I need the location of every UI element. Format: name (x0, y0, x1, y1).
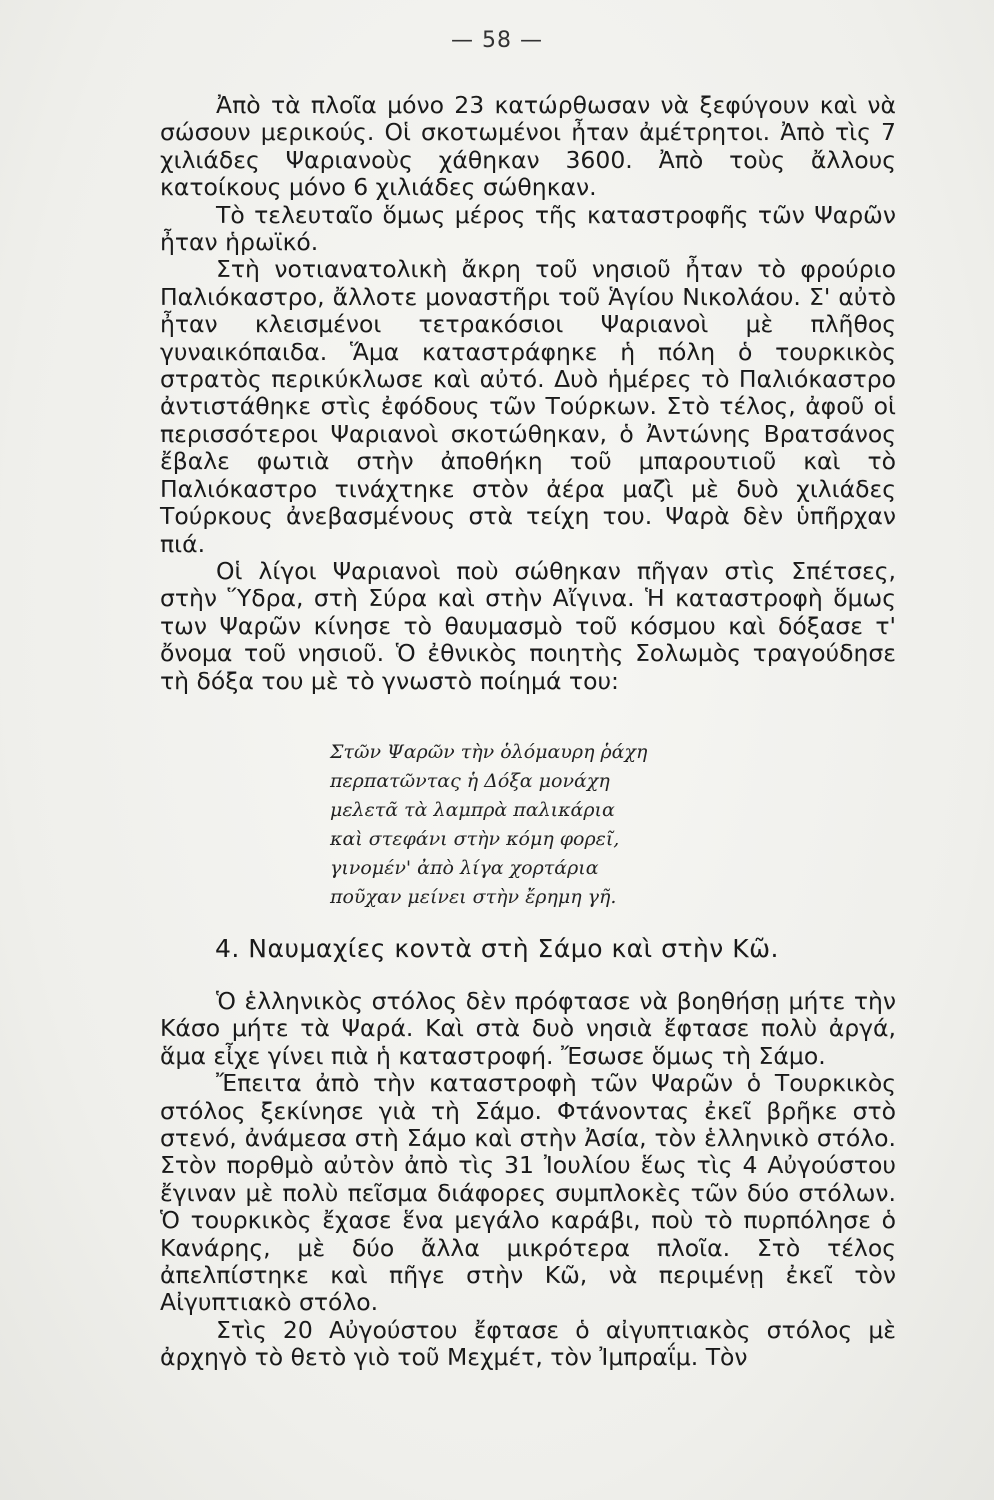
poem-line: γινομέν' ἀπὸ λίγα χορτάρια (330, 857, 599, 879)
paragraph: Ὁ ἑλληνικὸς στόλος δὲν πρόφτασε νὰ βοηθήσῃ μήτε τὴν Κάσο μήτε τὰ Ψαρά. Καὶ στὰ δυὸ νησιὰ ἔφτασε πολὺ ἀργά, ἅμα εἶχε γίνει πιὰ ἡ καταστροφή. Ἔσωσε ὅμως τὴ Σάμο. (160, 987, 896, 1070)
poem-line: ποῦχαν μείνει στὴν ἔρημη γῆ. (330, 886, 617, 908)
paragraph: Ἀπὸ τὰ πλοῖα μόνο 23 κατώρθωσαν νὰ ξεφύγουν καὶ νὰ σώσουν μερικούς. Οἱ σκοτωμένοι ἦταν ἀμέτρητοι. Ἀπὸ τὶς 7 χιλιάδες Ψαριανοὺς χάθηκαν 3600. Ἀπὸ τοὺς ἄλλους κατοίκους μόνο 6 χιλιάδες σώθηκαν. (160, 91, 896, 202)
poem-quote (330, 738, 647, 912)
poem-line: Στῶν Ψαρῶν τὴν ὁλόμαυρη ῥάχη (330, 741, 648, 763)
page-number: — 58 — (451, 28, 543, 53)
paragraph: Τὸ τελευταῖο ὅμως μέρος τῆς καταστροφῆς τῶν Ψαρῶν ἦταν ἡρωϊκό. (160, 200, 896, 257)
poem-line: μελετᾶ τὰ λαμπρὰ παλικάρια (330, 799, 615, 821)
body-text-upper (160, 92, 896, 695)
poem-line: περπατῶντας ἡ Δόξα μονάχη (330, 770, 610, 792)
paragraph: Στὶς 20 Αὐγούστου ἔφτασε ὁ αἰγυπτιακὸς στόλος μὲ ἀρχηγὸ τὸ θετὸ γιὸ τοῦ Μεχμέτ, τὸν Ἰμπραΐμ. Τὸν (160, 1315, 896, 1372)
poem-line: καὶ στεφάνι στὴν κόμη φορεῖ, (330, 828, 620, 850)
body-text-lower (160, 988, 896, 1372)
section-heading: 4. Ναυμαχίες κοντὰ στὴ Σάμο καὶ στὴν Κῶ. (215, 934, 779, 963)
paragraph: Οἱ λίγοι Ψαριανοὶ ποὺ σώθηκαν πῆγαν στὶς Σπέτσες, στὴν Ὕδρα, στὴ Σύρα καὶ στὴν Αἴγινα. Ἡ καταστροφὴ ὅμως των Ψαρῶν κίνησε τὸ θαυμασμὸ τοῦ κόσμου καὶ δόξασε τ' ὄνομα τοῦ νησιοῦ. Ὁ ἐθνικὸς ποιητὴς Σολωμὸς τραγούδησε τὴ δόξα του μὲ τὸ γνωστὸ ποίημά του: (160, 556, 896, 695)
paragraph: Στὴ νοτιανατολικὴ ἄκρη τοῦ νησιοῦ ἦταν τὸ φρούριο Παλιόκαστρο, ἄλλοτε μοναστῆρι τοῦ Ἁγίου Νικολάου. Σ' αὐτὸ ἦταν κλεισμένοι τετρακόσιοι Ψαριανοὶ μὲ πλῆθος γυναικόπαιδα. Ἅμα καταστράφηκε ἡ πόλη ὁ τουρκικὸς στρατὸς περικύκλωσε καὶ αὐτό. Δυὸ ἡμέρες τὸ Παλιόκαστρο ἀντιστάθηκε στὶς ἐφόδους τῶν Τούρκων. Στὸ τέλος, ἀφοῦ οἱ περισσότεροι Ψαριανοὶ σκοτώθηκαν, ὁ Ἀντώνης Βρατσάνος ἔβαλε φωτιὰ στὴν ἀποθήκη τοῦ μπαρουτιοῦ καὶ τὸ Παλιόκαστρο τινάχτηκε στὸν ἀέρα μαζὶ μὲ δυὸ χιλιάδες Τούρκους ἀνεβασμένους στὰ τείχη του. Ψαρὰ δὲν ὑπῆρχαν πιά. (160, 255, 896, 558)
paragraph: Ἔπειτα ἀπὸ τὴν καταστροφὴ τῶν Ψαρῶν ὁ Τουρκικὸς στόλος ξεκίνησε γιὰ τὴ Σάμο. Φτάνοντας ἐκεῖ βρῆκε στὸ στενό, ἀνάμεσα στὴ Σάμο καὶ στὴν Ἀσία, τὸν ἑλληνικὸ στόλο. Στὸν πορθμὸ αὐτὸν ἀπὸ τὶς 31 Ἰουλίου ἕως τὶς 4 Αὐγούστου ἔγιναν μὲ πολὺ πεῖσμα διάφορες συμπλοκὲς τῶν δύο στόλων. Ὁ τουρκικὸς ἔχασε ἕνα μεγάλο καράβι, ποὺ τὸ πυρπόλησε ὁ Κανάρης, μὲ δύο ἄλλα μικρότερα πλοῖα. Στὸ τέλος ἀπελπίστηκε καὶ πῆγε στὴν Κῶ, νὰ περιμένῃ ἐκεῖ τὸν Αἰγυπτιακὸ στόλο. (160, 1069, 896, 1317)
